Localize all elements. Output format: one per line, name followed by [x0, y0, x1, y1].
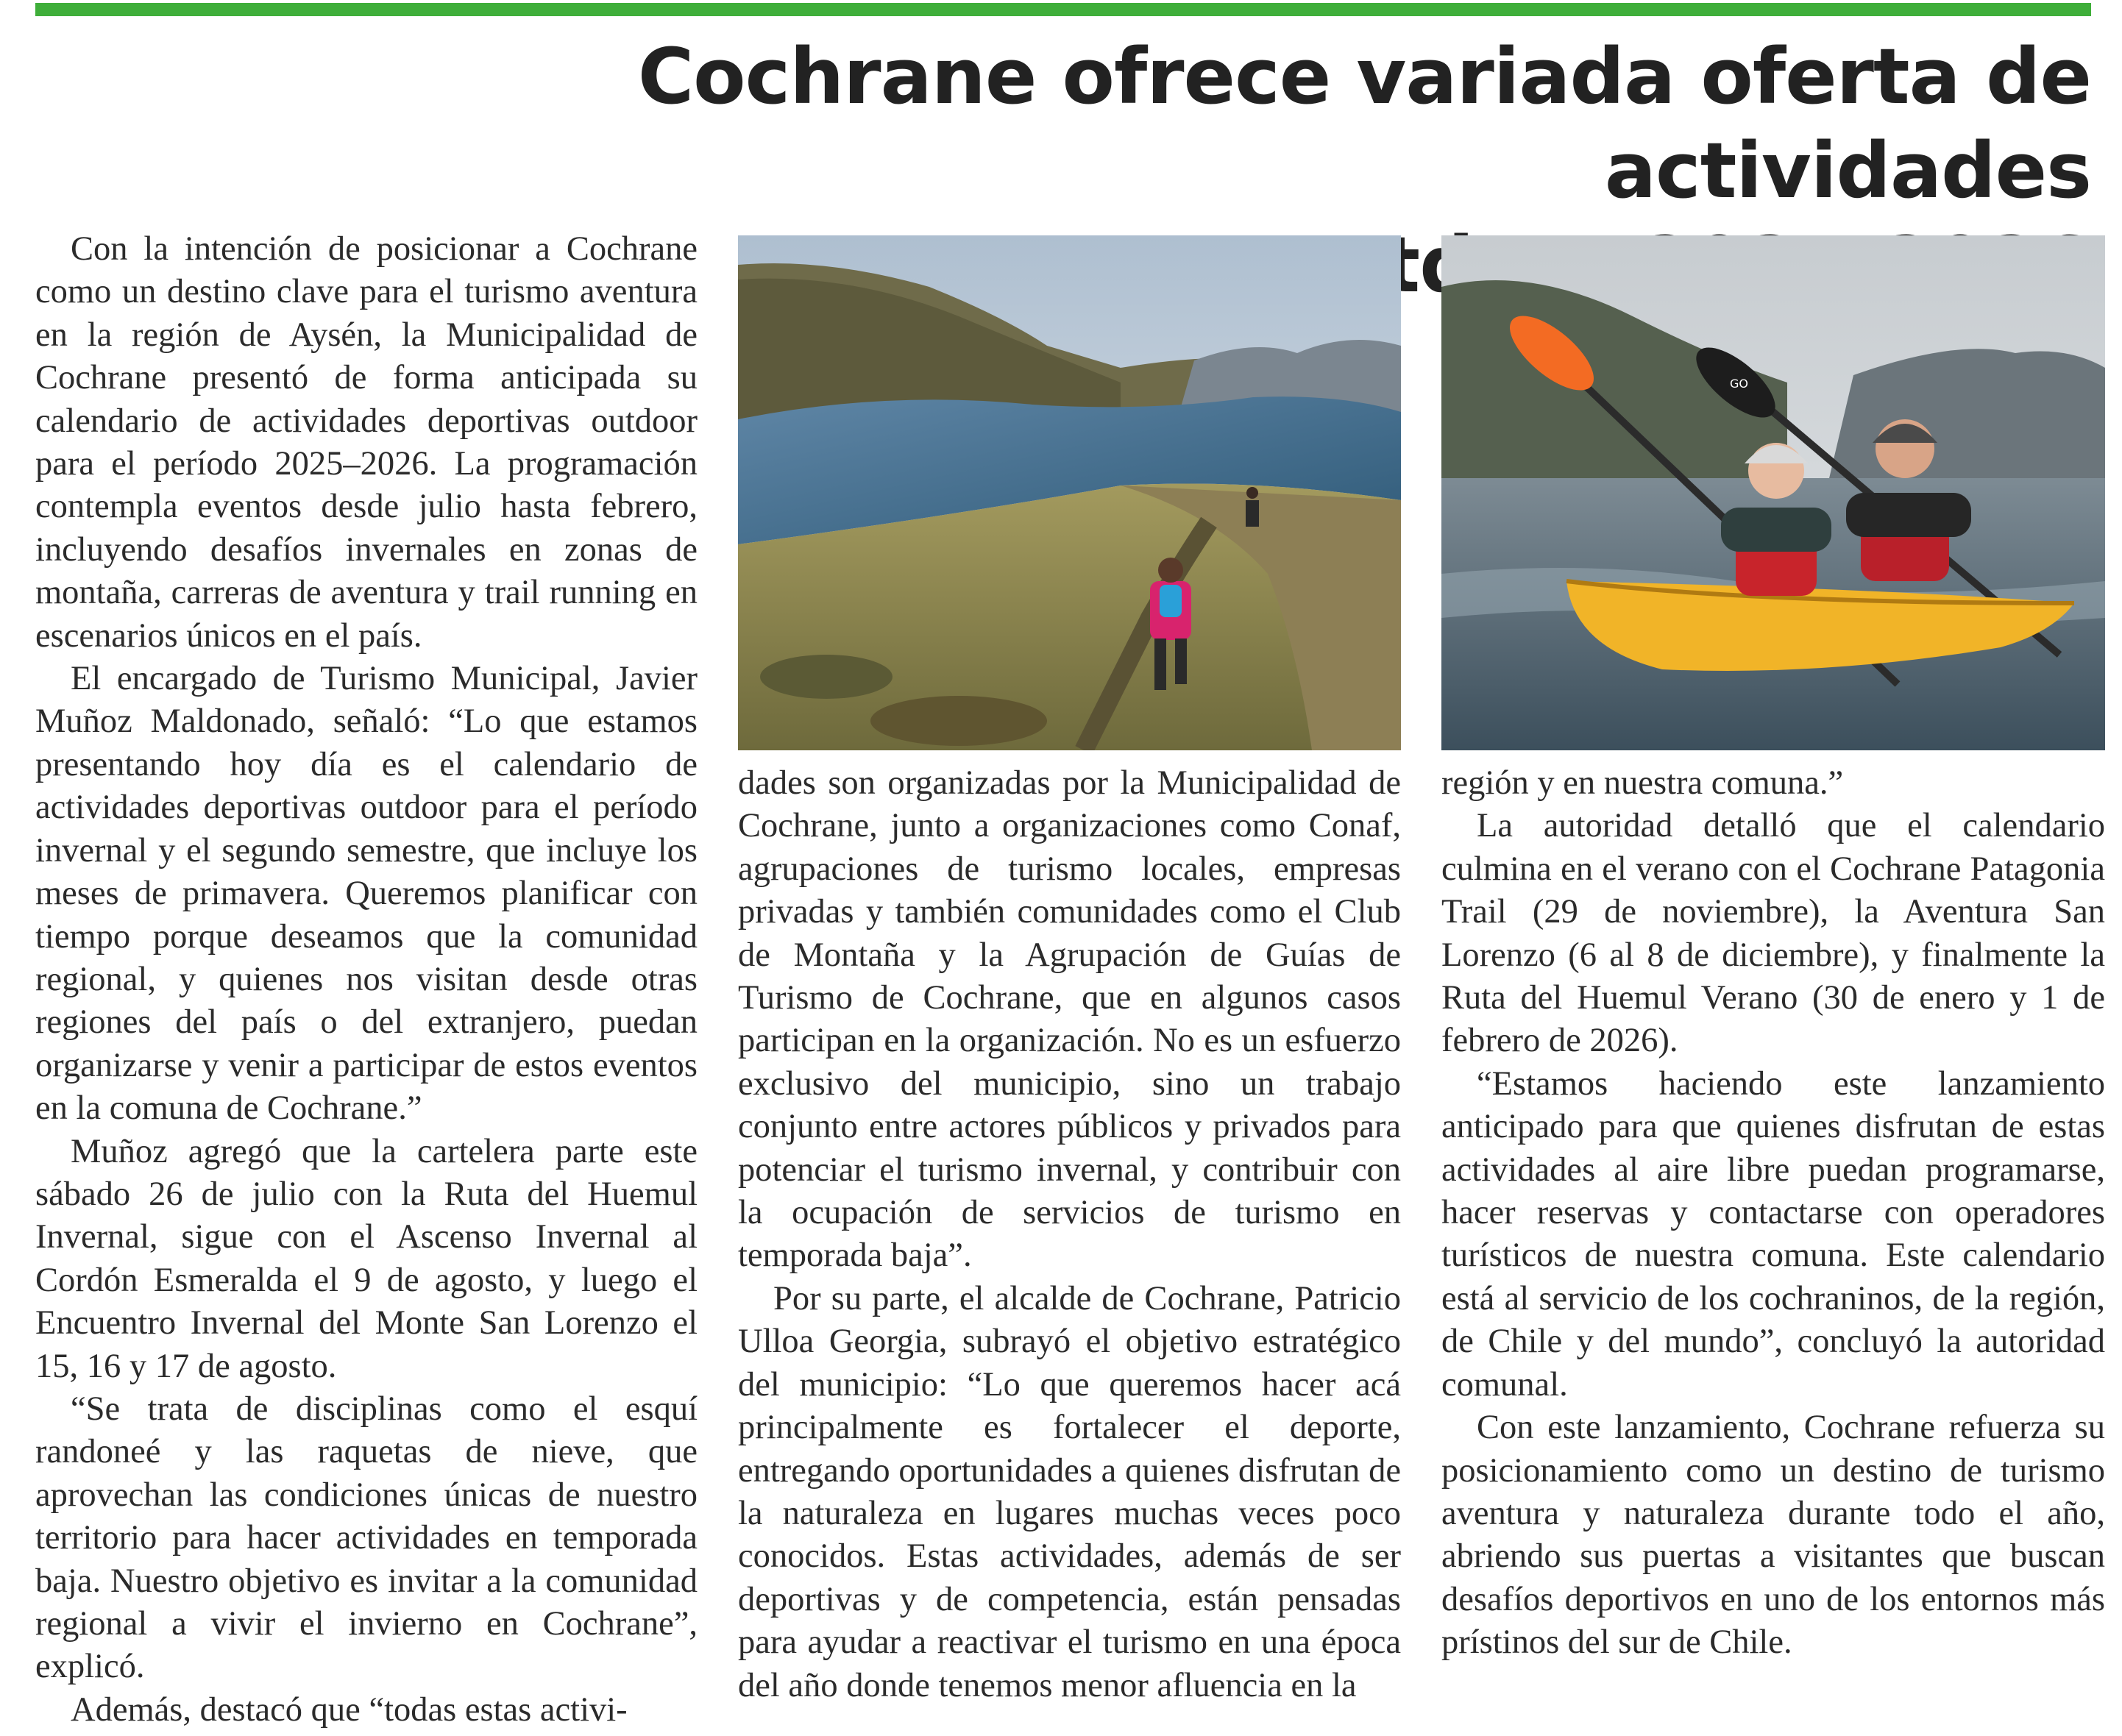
paragraph: dades son organizadas por la Municipalidad de Cochrane, junto a organizaciones como Conaf, agrupaciones de turismo locales, empresas privadas y también comunidades como el Club de Montaña y la Agrupación de Guías de Turismo de Cochrane, que en algunos casos participan en la organización. No es un esfuerzo exclusivo del municipio, sino un trabajo conjunto entre actores públicos y privados para potenciar el turismo invernal, y contribuir con la ocupación de servicios de turismo en temporada baja”.	[738, 764, 1401, 1275]
paragraph: “Estamos haciendo este lanzamiento anticipado para que quienes disfrutan de estas actividades al aire libre puedan programarse, hacer reservas y contactarse con operadores turísticos de nuestra comuna. Este calendario está al servicio de los cochraninos, de la región, de Chile y del mundo”, concluyó la autoridad comunal.	[1441, 1064, 2105, 1404]
trail-runners-illustration	[738, 235, 1401, 750]
paragraph: La autoridad detalló que el calendario culmina en el verano con el Cochrane Patagonia Trail (29 de noviembre), la Aventura San Lorenzo (6 al 8 de diciembre), y finalmente la Ruta del Huemul Verano (30 de enero y 1 de febrero de 2026).	[1441, 807, 2105, 1060]
paragraph: Por su parte, el alcalde de Cochrane, Patricio Ulloa Georgia, subrayó el objetivo estratégico del municipio: “Lo que queremos hacer acá principalmente es fortalecer el deporte, entregando oportunidades a quienes disfrutan de la naturaleza en lugares muchas veces poco conocidos. Estas actividades, además de ser deportivas y de competencia, están pensadas para ayudar a reactivar el turismo en una época del año donde tenemos menor afluencia en la	[738, 1279, 1401, 1704]
article-column-3	[1441, 762, 2105, 1665]
paragraph: Con este lanzamiento, Cochrane refuerza su posicionamiento como un destino de turismo aventura y naturaleza durante todo el año, abriendo sus puertas a visitantes que buscan desafíos deportivos en uno de los entornos más prístinos del sur de Chile.	[1441, 1409, 2105, 1662]
photo-kayakers	[1441, 235, 2105, 750]
paragraph: Además, destacó que “todas estas activi-	[71, 1690, 628, 1729]
kayakers-illustration	[1441, 235, 2105, 750]
paragraph: Muñoz agregó que la cartelera parte este sábado 26 de julio con la Ruta del Huemul Invernal, sigue con el Ascenso Invernal al Cordón Esmeralda el 9 de agosto, y luego el Encuentro Invernal del Monte San Lorenzo el 15, 16 y 17 de agosto.	[35, 1132, 698, 1385]
top-accent-rule	[35, 3, 2091, 16]
paragraph: región y en nuestra comuna.”	[1441, 764, 1844, 802]
paragraph: “Se trata de disciplinas como el esquí randoneé y las raquetas de nieve, que aprovechan las condiciones únicas de nuestro territorio para hacer actividades en temporada baja. Nuestro objetivo es invitar a la comunidad regional a vivir el invierno en Cochrane”, explicó.	[35, 1390, 698, 1686]
paddle-blade-label: GO	[1730, 377, 1748, 391]
article-column-1	[35, 228, 698, 1732]
paragraph: El encargado de Turismo Municipal, Javier Muñoz Maldonado, señaló: “Lo que estamos presentando hoy día es el calendario de actividades deportivas outdoor para el período invernal y el segundo semestre, que incluye los meses de primavera. Queremos planificar con tiempo porque deseamos que la comunidad regional, y quienes nos visitan desde otras regiones del país o del extranjero, puedan organizarse y venir a participar de estos eventos en la comuna de Cochrane.”	[35, 660, 698, 1128]
article-column-2	[738, 762, 1401, 1707]
paragraph: Con la intención de posicionar a Cochrane como un destino clave para el turismo aventura en la región de Aysén, la Municipalidad de Cochrane presentó de forma anticipada su calendario de actividades deportivas outdoor para el período 2025–2026. La programación contempla eventos desde julio hasta febrero, incluyendo desafíos invernales en zonas de montaña, carreras de aventura y trail running en escenarios únicos en el país.	[35, 230, 698, 655]
headline-line-1: Cochrane ofrece variada oferta de actividades	[637, 32, 2091, 216]
photo-trail-runners	[738, 235, 1401, 750]
